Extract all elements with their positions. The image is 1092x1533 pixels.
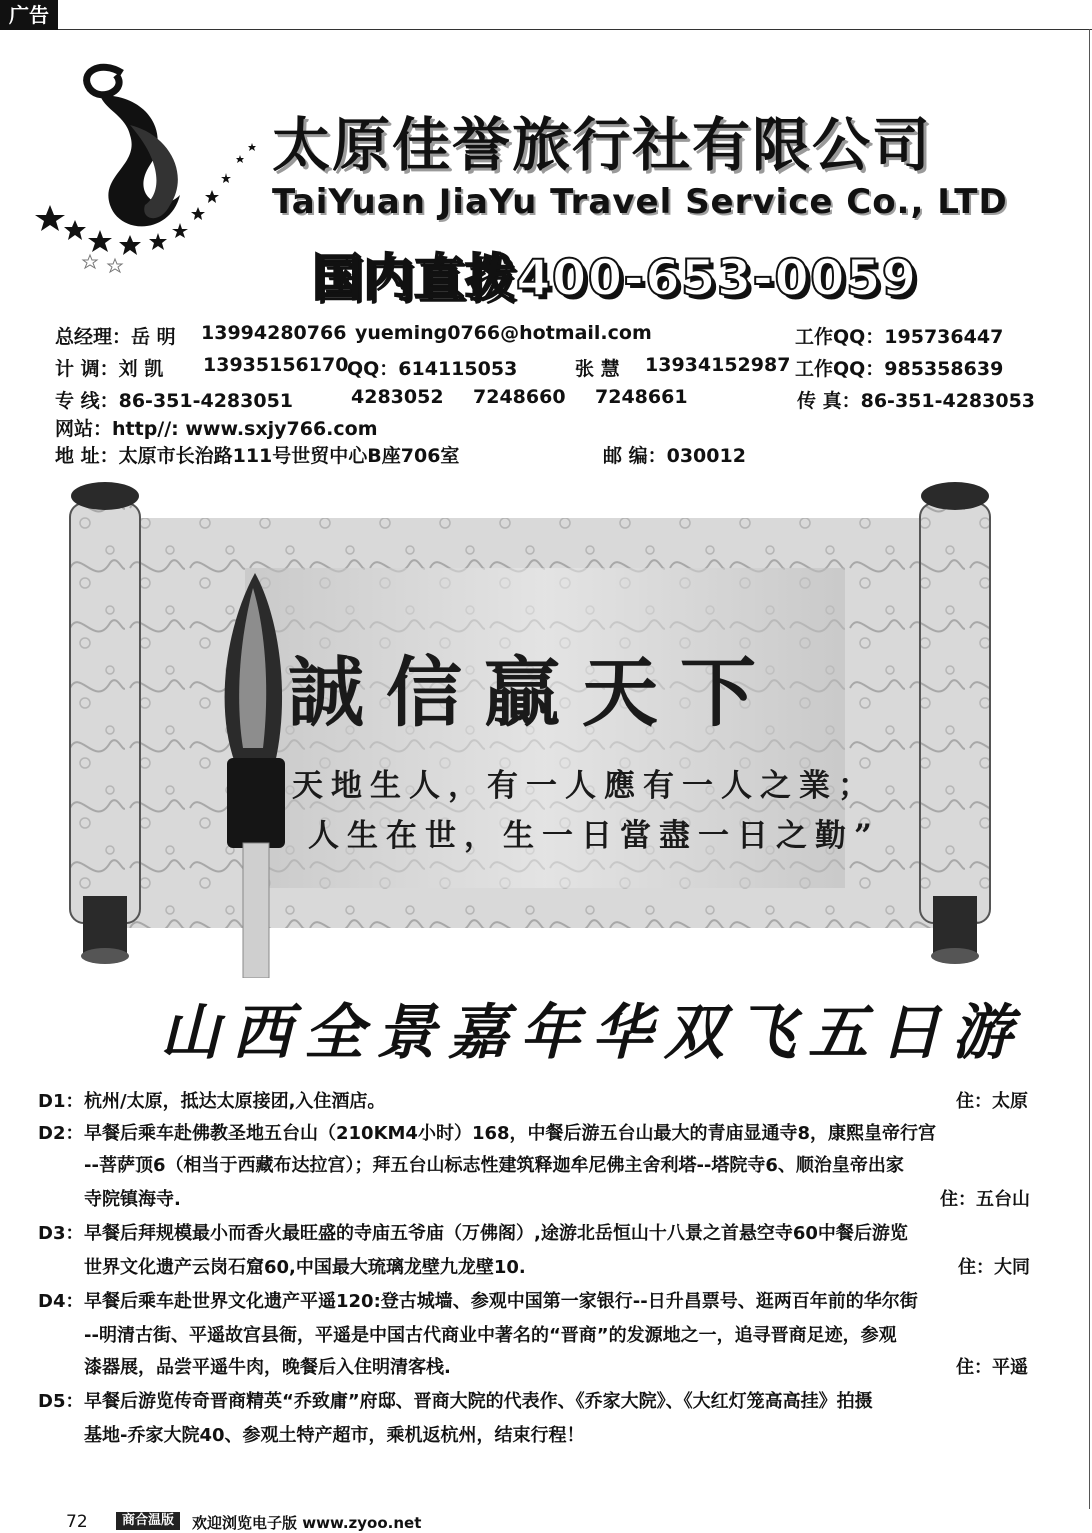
fax: 传 真：86-351-4283053	[797, 390, 1036, 412]
day-line: 寺院镇海寺.	[84, 1189, 181, 1210]
day-line: 早餐后游览传奇晋商精英“乔致庸”府邸、晋商大院的代表作、《乔家大院》、《大红灯笼高高挂》拍摄	[84, 1391, 873, 1412]
day-line: 早餐后拜规模最小而香火最旺盛的寺庙五爷庙（万佛阁）,途游北岳恒山十八景之首悬空寺60中餐后游览	[84, 1223, 908, 1244]
day-line: 杭州/太原，抵达太原接团,入住酒店。	[84, 1091, 386, 1112]
page-footer	[0, 1508, 1092, 1533]
dispatch-label: 计 调：刘 凯	[55, 358, 164, 380]
company-name-cn: 太原佳誉旅行社有限公司	[272, 111, 933, 179]
footer-link-text[interactable]: 欢迎浏览电子版 www.zyoo.net	[192, 1514, 422, 1532]
gm-email: yueming0766@hotmail.com	[355, 322, 652, 344]
day-stay: 住：太原	[956, 1091, 1028, 1112]
day-line: 基地-乔家大院40、参观土特产超市，乘机返杭州，结束行程！	[84, 1425, 585, 1446]
scroll-verse-2: 人生在世，生一日當盡一日之勤”	[308, 818, 880, 854]
line-label: 专 线：86-351-4283051	[55, 390, 294, 412]
day-label: D5：	[38, 1391, 84, 1412]
day-line: 早餐后乘车赴世界文化遗产平遥120:登古城墙、参观中国第一家银行--日升昌票号、逛两百年前的华尔街	[84, 1291, 918, 1312]
tour-title: 山西全景嘉年华双飞五日游	[160, 998, 1024, 1068]
dispatch2-qq: 工作QQ：985358639	[795, 358, 1004, 380]
day-stay: 住：五台山	[940, 1189, 1030, 1210]
footer-logo: 商合温版	[116, 1512, 180, 1530]
scroll-verse-1: 天地生人，有一人應有一人之業；	[292, 768, 877, 804]
website: 网站：http//: www.sxjy766.com	[55, 418, 378, 440]
postcode: 邮 编：030012	[603, 445, 746, 467]
line-2: 4283052	[351, 386, 444, 408]
company-name-en: TaiYuan JiaYu Travel Service Co., LTD	[272, 182, 1008, 222]
right-divider	[1089, 29, 1090, 1509]
gm-phone: 13994280766	[201, 322, 347, 344]
day-label: D3：	[38, 1223, 84, 1244]
hotline: 国内直拨400-653-0059	[312, 249, 918, 307]
day-stay: 住：平遥	[956, 1357, 1028, 1378]
gm-label: 总经理：岳 明	[55, 326, 176, 348]
address: 地 址：太原市长治路111号世贸中心B座706室	[55, 445, 460, 467]
top-divider	[58, 29, 1092, 30]
day-line: --菩萨顶6（相当于西藏布达拉宫）；拜五台山标志性建筑释迦牟尼佛主舍利塔--塔院寺6、顺治皇帝出家	[84, 1155, 904, 1176]
day-label: D2：	[38, 1123, 84, 1144]
dispatch2-phone: 13934152987	[645, 354, 791, 376]
day-line: 世界文化遗产云岗石窟60,中国最大琉璃龙壁九龙壁10.	[84, 1257, 526, 1278]
dispatch2-name: 张 慧	[575, 358, 620, 380]
ad-tag: 广告	[0, 0, 58, 30]
day-label: D1：	[38, 1091, 84, 1112]
day-stay: 住：大同	[958, 1257, 1030, 1278]
company-logo-icon	[30, 55, 270, 275]
line-3: 7248660	[473, 386, 566, 408]
page-number: 72	[66, 1512, 88, 1532]
dispatch-phone: 13935156170	[203, 354, 349, 376]
day-line: 早餐后乘车赴佛教圣地五台山（210KM4小时）168，中餐后游五台山最大的青庙显通寺8，康熙皇帝行宫	[84, 1123, 937, 1144]
day-line: 漆器展，品尝平遥牛肉，晚餐后入住明清客栈.	[84, 1357, 451, 1378]
day-line: --明清古街、平遥故宫县衙，平遥是中国古代商业中著名的“晋商”的发源地之一，追寻晋商足迹，参观	[84, 1325, 897, 1346]
gm-qq: 工作QQ：195736447	[795, 326, 1004, 348]
scroll-motto: 誠信贏天下	[288, 648, 778, 737]
dispatch-qq: QQ：614115053	[347, 358, 518, 380]
day-label: D4：	[38, 1291, 84, 1312]
line-4: 7248661	[595, 386, 688, 408]
